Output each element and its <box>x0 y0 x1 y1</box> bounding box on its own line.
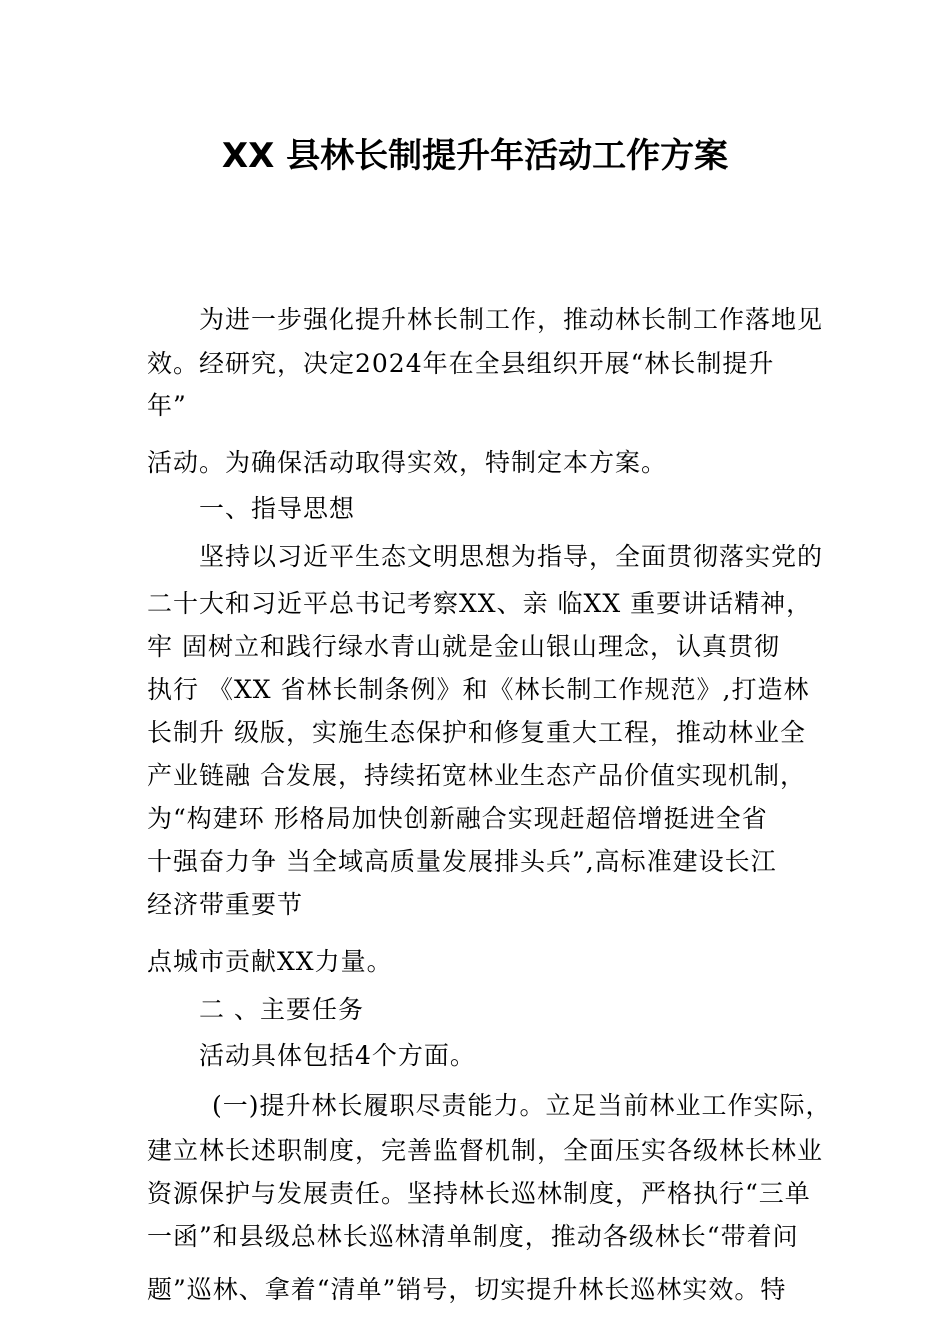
paragraph-line: 为进一步强化提升林长制工作，推动林长制工作落地见 <box>199 305 824 334</box>
paragraph-line: 为“构建环 形格局加快创新融合实现赶超倍增挺进全省 <box>147 804 768 833</box>
paragraph-line: 一函”和县级总林长巡林清单制度，推动各级林长“带着问 <box>147 1222 799 1251</box>
paragraph-line: 资源保护与发展责任。坚持林长巡林制度，严格执行“三单 <box>147 1179 811 1208</box>
paragraph-line: 点城市贡献XX力量。 <box>147 947 393 976</box>
document-title: XX 县林长制提升年活动工作方案 <box>221 136 729 176</box>
paragraph-line: 坚持以习近平生态文明思想为指导，全面贯彻落实党的 <box>199 542 824 571</box>
paragraph-line: 经济带重要节 <box>147 890 304 919</box>
paragraph-line: 二十大和习近平总书记考察XX、亲 临XX 重要讲话精神， <box>147 589 813 618</box>
paragraph-line: 题”巡林、拿着“清单”销号，切实提升林长巡林实效。特 <box>147 1275 787 1304</box>
paragraph-line: 建立林长述职制度，完善监督机制，全面压实各级林长林业 <box>147 1136 824 1165</box>
paragraph-line: 效。经研究，决定2024年在全县组织开展“林长制提升 <box>147 349 775 378</box>
section-heading: 一、指导思想 <box>199 494 356 523</box>
paragraph-line: 活动具体包括4个方面。 <box>199 1041 476 1070</box>
paragraph-line: 十强奋力争 当全域高质量发展排头兵”,高标准建设长江 <box>147 847 777 876</box>
section-heading: 二 、主要任务 <box>199 995 364 1024</box>
paragraph-line: 长制升 级版，实施生态保护和修复重大工程，推动林业全 <box>147 718 806 747</box>
paragraph-line: 牢 固树立和践行绿水青山就是金山银山理念，认真贯彻 <box>147 632 780 661</box>
paragraph-line: 产业链融 合发展，持续拓宽林业生态产品价值实现机制， <box>147 761 806 790</box>
paragraph-line: 年” <box>147 391 187 420</box>
paragraph-line: (一)提升林长履职尽责能力。立足当前林业工作实际， <box>212 1091 832 1120</box>
paragraph-line: 执行 《XX 省林长制条例》和《林长制工作规范》,打造林 <box>147 675 810 704</box>
paragraph-line: 活动。为确保活动取得实效，特制定本方案。 <box>147 448 668 477</box>
